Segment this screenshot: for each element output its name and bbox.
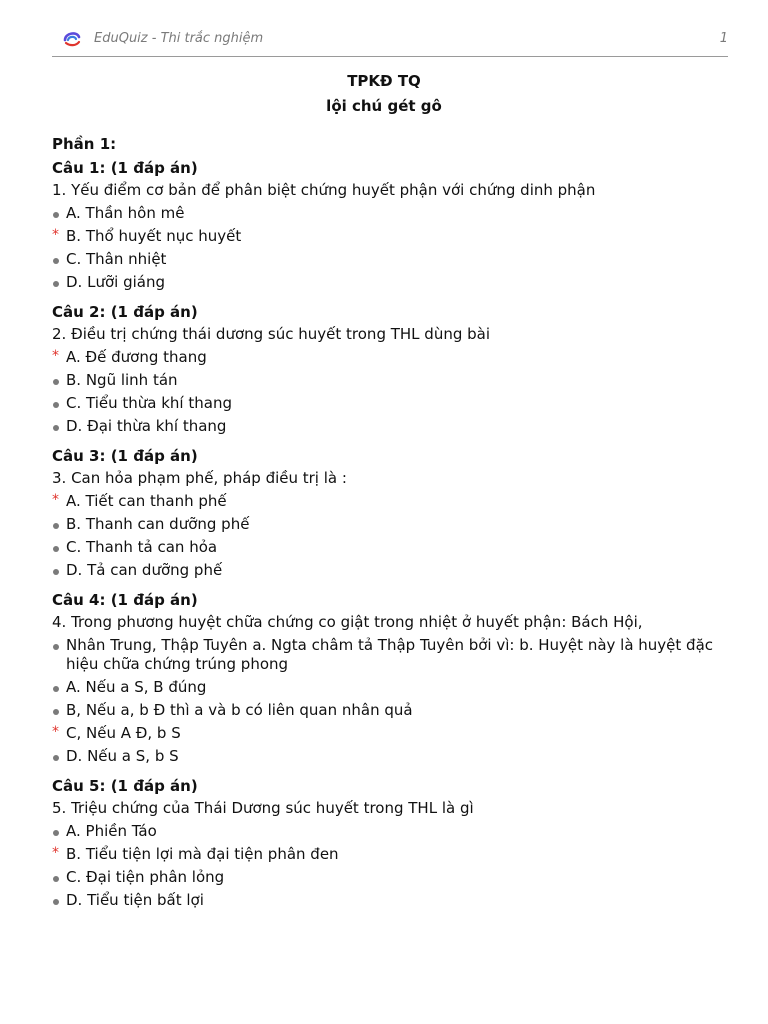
answer-option: [52, 845, 722, 864]
answer-option-label: A. Tiết can thanh phế: [66, 492, 227, 510]
question-block: [52, 302, 722, 436]
bullet-dot-icon: [52, 417, 66, 436]
question-text: 5. Triệu chứng của Thái Dương súc huyết trong THL là gì: [52, 799, 474, 817]
answer-option: [52, 561, 722, 580]
document-subtitle: lội chú gét gô: [326, 97, 442, 115]
question-text: 4. Trong phương huyệt chữa chứng co giật trong nhiệt ở huyết phận: Bách Hội,: [52, 613, 643, 631]
correct-answer-asterisk-icon: *: [52, 227, 59, 243]
question-block: [52, 158, 722, 292]
bullet-dot-icon: [52, 822, 66, 841]
question-heading: Câu 4: (1 đáp án): [52, 591, 198, 609]
question-text: 2. Điều trị chứng thái dương súc huyết trong THL dùng bài: [52, 325, 491, 343]
answer-option: [52, 371, 722, 390]
answer-option: [52, 747, 722, 766]
question-text: 3. Can hỏa phạm phế, pháp điều trị là :: [52, 469, 347, 487]
answer-option-label: C. Thanh tả can hỏa: [66, 538, 218, 556]
answer-option-label: A. Đế đương thang: [66, 348, 207, 366]
answer-option: [52, 678, 722, 697]
bullet-dot-icon: [52, 868, 66, 887]
answer-option: [52, 227, 722, 246]
document-title: TPKĐ TQ: [347, 72, 421, 90]
answer-option: [52, 724, 722, 743]
bullet-dot-icon: [52, 891, 66, 910]
correct-answer-asterisk-icon: *: [52, 845, 59, 861]
bullet-dot-icon: [52, 250, 66, 269]
question-heading: Câu 2: (1 đáp án): [52, 303, 198, 321]
bullet-dot-icon: [52, 636, 66, 655]
answer-option: [52, 394, 722, 413]
bullet-dot-icon: [52, 273, 66, 292]
header-divider: [52, 56, 728, 57]
question-block: [52, 590, 722, 766]
answer-option-label: B. Ngũ linh tán: [66, 371, 178, 389]
answer-option: [52, 868, 722, 887]
answer-option: [52, 250, 722, 269]
answer-option: [52, 348, 722, 367]
answer-option-label: D. Tả can dưỡng phế: [66, 561, 223, 579]
bullet-dot-icon: [52, 204, 66, 223]
answer-option-label: B, Nếu a, b Đ thì a và b có liên quan nhân quả: [66, 701, 413, 719]
answer-option: [52, 204, 722, 223]
answer-option-label: C. Tiểu thừa khí thang: [66, 394, 232, 412]
part-heading: Phần 1:: [52, 135, 117, 153]
answer-option-label: D. Tiểu tiện bất lợi: [66, 891, 204, 909]
answer-option-label: C, Nếu A Đ, b S: [66, 724, 181, 742]
question-list: [52, 158, 722, 910]
question-block: [52, 776, 722, 910]
question-heading: Câu 3: (1 đáp án): [52, 447, 198, 465]
question-text: 1. Yếu điểm cơ bản để phân biệt chứng huyết phận với chứng dinh phận: [52, 181, 596, 199]
bullet-dot-icon: [52, 515, 66, 534]
bullet-dot-icon: [52, 701, 66, 720]
bullet-dot-icon: [52, 371, 66, 390]
bullet-dot-icon: [52, 394, 66, 413]
page-number: 1: [719, 30, 728, 46]
answer-option-label: B. Tiểu tiện lợi mà đại tiện phân đen: [66, 845, 339, 863]
answer-option: [52, 822, 722, 841]
answer-option: [52, 515, 722, 534]
answer-option-label: B. Thanh can dưỡng phế: [66, 515, 250, 533]
correct-answer-asterisk-icon: *: [52, 348, 59, 364]
answer-option: [52, 636, 722, 674]
answer-option: [52, 492, 722, 511]
answer-option: [52, 273, 722, 292]
quiz-content: [52, 134, 722, 920]
answer-option: [52, 538, 722, 557]
answer-option-label: D. Lưỡi giáng: [66, 273, 165, 291]
correct-answer-asterisk-icon: *: [52, 724, 59, 740]
site-title: EduQuiz - Thi trắc nghiệm: [94, 30, 264, 46]
answer-option-label: D. Nếu a S, b S: [66, 747, 179, 765]
answer-option: [52, 891, 722, 910]
correct-answer-asterisk-icon: *: [52, 492, 59, 508]
answer-option-label: C. Đại tiện phân lỏng: [66, 868, 225, 886]
answer-option-label: A. Phiền Táo: [66, 822, 157, 840]
bullet-dot-icon: [52, 538, 66, 557]
answer-option: [52, 701, 722, 720]
question-heading: Câu 1: (1 đáp án): [52, 159, 198, 177]
answer-option-label: B. Thổ huyết nục huyết: [66, 227, 242, 245]
answer-option-label: D. Đại thừa khí thang: [66, 417, 227, 435]
answer-option-label: A. Nếu a S, B đúng: [66, 678, 207, 696]
page-header: [52, 26, 728, 50]
bullet-dot-icon: [52, 747, 66, 766]
answer-option-label: A. Thần hôn mê: [66, 204, 185, 222]
answer-option-label: Nhân Trung, Thập Tuyên a. Ngta châm tả Thập Tuyên bởi vì: b. Huyệt này là huyệt đặc hiệu chữa chứng trúng phong: [66, 636, 714, 673]
answer-option: [52, 417, 722, 436]
bullet-dot-icon: [52, 561, 66, 580]
answer-option-label: C. Thân nhiệt: [66, 250, 167, 268]
bullet-dot-icon: [52, 678, 66, 697]
question-heading: Câu 5: (1 đáp án): [52, 777, 198, 795]
eduquiz-logo-icon: [62, 28, 82, 48]
question-block: [52, 446, 722, 580]
